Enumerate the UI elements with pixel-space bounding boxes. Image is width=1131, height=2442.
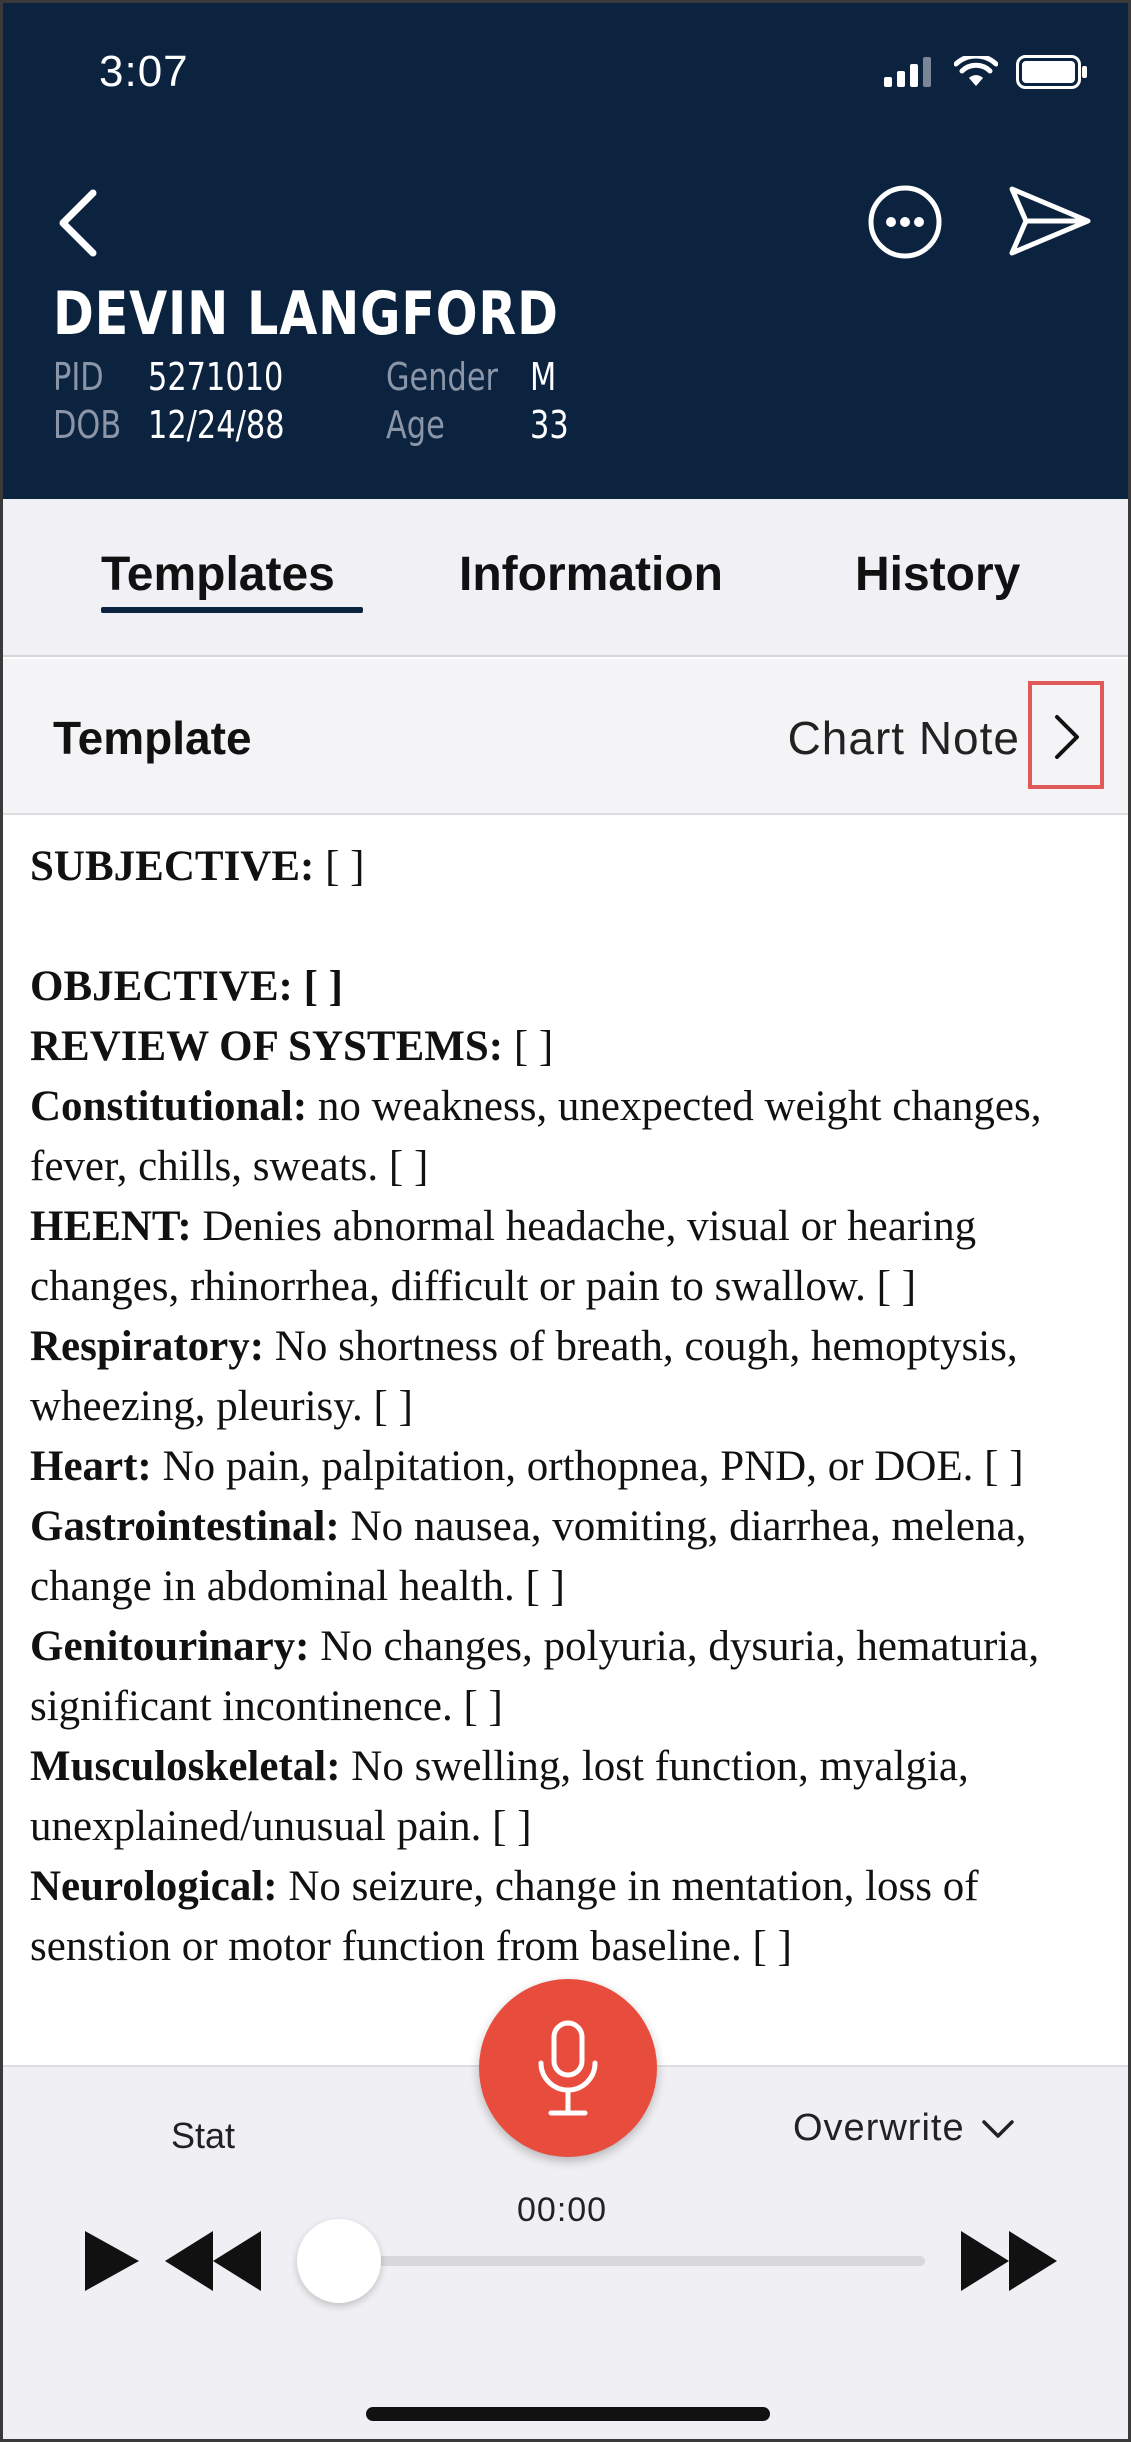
chart-note-body[interactable] (30, 837, 1110, 1977)
send-icon[interactable] (1008, 183, 1092, 259)
play-icon[interactable] (83, 2229, 141, 2293)
pid-value: 5271010 (148, 355, 284, 399)
age-label: Age (386, 403, 445, 447)
fast-forward-icon[interactable] (959, 2229, 1059, 2293)
dob-value: 12/24/88 (148, 403, 285, 447)
home-indicator[interactable] (366, 2407, 770, 2421)
ros-constitutional: Constitutional: no weakness, unexpected weight changes, fever, chills, sweats. [ ] (30, 1083, 1042, 1190)
blank-line (30, 897, 1110, 957)
pid-label: PID (53, 355, 104, 399)
active-tab-indicator (101, 607, 363, 613)
recording-timer: 00:00 (517, 2191, 608, 2229)
mode-label: Overwrite (793, 2107, 965, 2149)
template-label: Template (53, 712, 252, 764)
wifi-icon (954, 56, 998, 88)
battery-icon (1016, 55, 1088, 89)
rewind-icon[interactable] (163, 2229, 263, 2293)
gender-label: Gender (386, 355, 499, 399)
scrubber-knob[interactable] (297, 2219, 381, 2303)
ros-gastrointestinal: Gastrointestinal: No nausea, vomiting, diarrhea, melena, change in abdominal health. [ ] (30, 1503, 1027, 1610)
ros-genitourinary: Genitourinary: No changes, polyuria, dysuria, hematuria, significant incontinence. [ ] (30, 1623, 1040, 1730)
template-chevron-button[interactable] (1028, 681, 1104, 789)
stat-toggle[interactable]: Stat (171, 2115, 236, 2156)
playback-scrubber[interactable] (339, 2256, 925, 2266)
tab-information[interactable]: Information (459, 548, 723, 601)
patient-name: DEVIN LANGFORD (53, 279, 559, 349)
status-icons (884, 55, 1088, 89)
more-options-icon[interactable] (867, 184, 943, 260)
age-value: 33 (530, 403, 569, 447)
mode-dropdown[interactable] (793, 2107, 1015, 2150)
ros-heent: HEENT: Denies abnormal headache, visual or hearing changes, rhinorrhea, difficult or pain to swallow. [ ] (30, 1203, 977, 1310)
tab-templates[interactable]: Templates (101, 548, 335, 601)
tab-history[interactable]: History (855, 548, 1021, 601)
status-time: 3:07 (99, 47, 189, 96)
record-button[interactable] (479, 1979, 657, 2157)
gender-value: M (530, 355, 557, 399)
dob-label: DOB (53, 403, 122, 447)
chevron-right-icon (1052, 713, 1082, 761)
objective-line: OBJECTIVE: [ ] (30, 963, 343, 1010)
template-selector[interactable] (3, 659, 1131, 815)
patient-header (3, 3, 1131, 499)
ros-neurological: Neurological: No seizure, change in mentation, loss of senstion or motor function from baseline. [ ] (30, 1863, 979, 1970)
cellular-signal-icon (884, 57, 936, 87)
ros-heart: Heart: No pain, palpitation, orthopnea, PND, or DOE. [ ] (30, 1443, 1024, 1490)
microphone-icon (533, 2019, 603, 2119)
tab-bar (3, 499, 1131, 657)
ros-line: REVIEW OF SYSTEMS: [ ] (30, 1023, 554, 1070)
ros-musculoskeletal: Musculoskeletal: No swelling, lost function, myalgia, unexplained/unusual pain. [ ] (30, 1743, 969, 1850)
ros-respiratory: Respiratory: No shortness of breath, cough, hemoptysis, wheezing, pleurisy. [ ] (30, 1323, 1018, 1430)
template-value[interactable]: Chart Note (787, 712, 1020, 764)
chevron-down-icon (981, 2118, 1015, 2140)
back-icon[interactable] (51, 185, 111, 261)
subjective-line: SUBJECTIVE: [ ] (30, 843, 365, 890)
